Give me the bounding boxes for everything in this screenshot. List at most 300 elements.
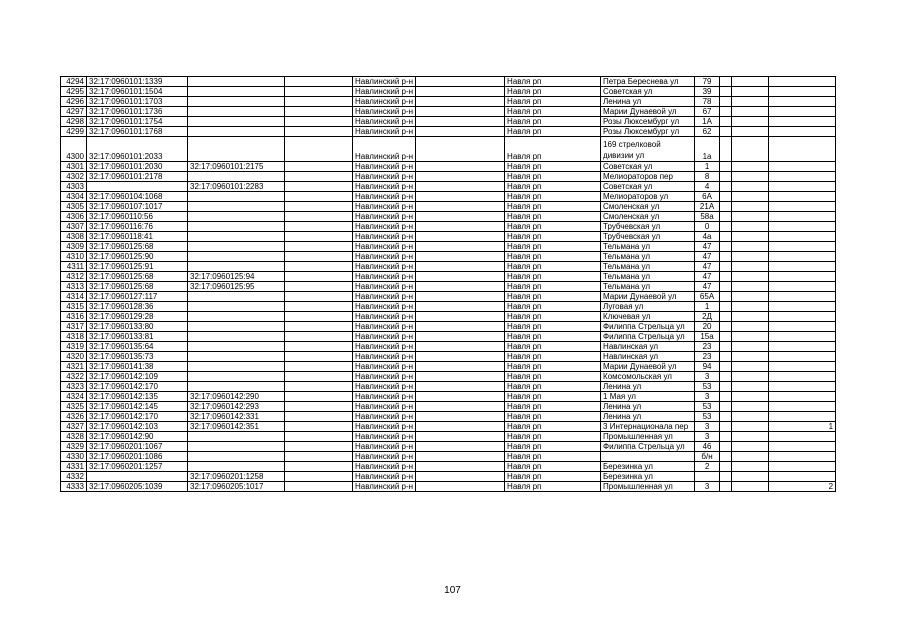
table-cell: [720, 262, 732, 272]
table-row: [61, 322, 836, 332]
table-cell: [720, 117, 732, 127]
table-cell: 32:17:0960125:68: [87, 242, 188, 252]
table-cell: [720, 137, 732, 162]
table-cell: [732, 162, 769, 172]
table-cell: 4330: [61, 452, 87, 462]
table-cell: 32:17:0960205:1039: [87, 482, 188, 492]
table-cell: [416, 422, 505, 432]
table-cell: Навлинский р-н: [353, 312, 416, 322]
table-cell: 4а: [695, 232, 720, 242]
table-row: [61, 412, 836, 422]
table-cell: [769, 342, 836, 352]
table-cell: 4328: [61, 432, 87, 442]
table-cell: [416, 472, 505, 482]
table-cell: [720, 352, 732, 362]
table-cell: [732, 392, 769, 402]
table-cell: [720, 372, 732, 382]
table-cell: Ленина ул: [601, 412, 695, 422]
table-cell: 32:17:0960142:135: [87, 392, 188, 402]
table-cell: [732, 77, 769, 87]
table-cell: Навлинский р-н: [353, 182, 416, 192]
table-cell: Мелиораторов пер: [601, 172, 695, 182]
table-cell: 32:17:0960142:170: [87, 382, 188, 392]
table-cell: [285, 137, 353, 162]
table-cell: [285, 312, 353, 322]
table-cell: [720, 302, 732, 312]
table-row: [61, 352, 836, 362]
table-cell: [188, 302, 285, 312]
table-cell: 32:17:0960101:1768: [87, 127, 188, 137]
table-cell: [188, 462, 285, 472]
table-row: [61, 162, 836, 172]
table-cell: 53: [695, 412, 720, 422]
table-cell: [416, 352, 505, 362]
table-cell: Навлинский р-н: [353, 162, 416, 172]
table-cell: [732, 382, 769, 392]
table-cell: [416, 77, 505, 87]
table-cell: [188, 342, 285, 352]
table-cell: Навлинский р-н: [353, 212, 416, 222]
table-cell: [188, 212, 285, 222]
table-cell: Тельмана ул: [601, 272, 695, 282]
table-cell: Навлинский р-н: [353, 97, 416, 107]
table-cell: [416, 252, 505, 262]
table-cell: 21А: [695, 202, 720, 212]
table-cell: Навлинский р-н: [353, 442, 416, 452]
table-cell: 32:17:0960125:95: [188, 282, 285, 292]
table-cell: [285, 182, 353, 192]
table-cell: б/н: [695, 452, 720, 462]
table-cell: 4303: [61, 182, 87, 192]
table-cell: [769, 462, 836, 472]
table-cell: 6А: [695, 192, 720, 202]
table-cell: 4329: [61, 442, 87, 452]
table-row: [61, 202, 836, 212]
table-cell: 4295: [61, 87, 87, 97]
table-cell: Навля рп: [505, 412, 601, 422]
table-cell: Навлинский р-н: [353, 392, 416, 402]
table-cell: 47: [695, 252, 720, 262]
table-cell: 32:17:0960101:2283: [188, 182, 285, 192]
table-cell: [285, 262, 353, 272]
table-cell: 32:17:0960201:1258: [188, 472, 285, 482]
table-cell: [732, 97, 769, 107]
page-number: 107: [444, 585, 461, 596]
table-cell: [732, 432, 769, 442]
table-cell: [732, 272, 769, 282]
table-cell: [188, 222, 285, 232]
table-row: [61, 372, 836, 382]
table-cell: Навлинский р-н: [353, 482, 416, 492]
table-row: [61, 442, 836, 452]
table-cell: [769, 452, 836, 462]
table-cell: Навля рп: [505, 362, 601, 372]
table-cell: Навлинский р-н: [353, 332, 416, 342]
table-cell: 47: [695, 262, 720, 272]
table-cell: [416, 382, 505, 392]
table-cell: [188, 192, 285, 202]
table-cell: [732, 222, 769, 232]
table-cell: [720, 127, 732, 137]
table-cell: [188, 352, 285, 362]
table-cell: 1: [769, 422, 836, 432]
table-cell: [720, 382, 732, 392]
table-cell: 47: [695, 282, 720, 292]
table-cell: [720, 482, 732, 492]
table-cell: 32:17:0960101:1736: [87, 107, 188, 117]
table-cell: [732, 262, 769, 272]
table-cell: 4308: [61, 232, 87, 242]
table-cell: Тельмана ул: [601, 242, 695, 252]
table-cell: [416, 242, 505, 252]
table-cell: 32:17:0960129:28: [87, 312, 188, 322]
table-cell: Навля рп: [505, 127, 601, 137]
table-cell: 3 Интернационала пер: [601, 422, 695, 432]
table-cell: [769, 182, 836, 192]
table-cell: [188, 202, 285, 212]
table-cell: Навля рп: [505, 392, 601, 402]
table-cell: Навля рп: [505, 342, 601, 352]
table-cell: [285, 212, 353, 222]
table-cell: [416, 182, 505, 192]
table-row: [61, 97, 836, 107]
table-cell: 94: [695, 362, 720, 372]
table-cell: Навлинский р-н: [353, 382, 416, 392]
table-cell: [769, 222, 836, 232]
table-cell: [188, 372, 285, 382]
table-cell: [285, 472, 353, 482]
table-cell: [720, 332, 732, 342]
table-cell: [769, 212, 836, 222]
table-cell: [720, 97, 732, 107]
table-cell: [285, 452, 353, 462]
table-cell: [732, 442, 769, 452]
table-cell: [732, 312, 769, 322]
table-row: [61, 127, 836, 137]
table-cell: [416, 172, 505, 182]
table-cell: Комсомольская ул: [601, 372, 695, 382]
table-cell: 32:17:0960201:1257: [87, 462, 188, 472]
table-cell: 4305: [61, 202, 87, 212]
table-cell: 4299: [61, 127, 87, 137]
table-cell: [720, 192, 732, 202]
table-cell: Навля рп: [505, 432, 601, 442]
table-cell: Навля рп: [505, 137, 601, 162]
table-cell: Навлинский р-н: [353, 172, 416, 182]
table-cell: [732, 362, 769, 372]
table-cell: [769, 272, 836, 282]
table-cell: 15а: [695, 332, 720, 342]
table-cell: [285, 362, 353, 372]
table-cell: 78: [695, 97, 720, 107]
table-cell: 32:17:0960125:90: [87, 252, 188, 262]
table-cell: [720, 432, 732, 442]
table-cell: [720, 162, 732, 172]
table-cell: Навля рп: [505, 162, 601, 172]
table-cell: 0: [695, 222, 720, 232]
table-cell: 4324: [61, 392, 87, 402]
table-cell: [732, 242, 769, 252]
table-cell: [285, 402, 353, 412]
table-cell: 32:17:0960107:1017: [87, 202, 188, 212]
table-cell: [188, 262, 285, 272]
table-cell: [732, 462, 769, 472]
table-cell: Ключевая ул: [601, 312, 695, 322]
table-row: [61, 302, 836, 312]
table-cell: 32:17:0960135:73: [87, 352, 188, 362]
table-cell: [188, 312, 285, 322]
table-cell: [720, 442, 732, 452]
table-cell: Ленина ул: [601, 382, 695, 392]
table-cell: Навлинский р-н: [353, 302, 416, 312]
table-cell: [285, 107, 353, 117]
table-cell: 2: [769, 482, 836, 492]
table-cell: Навля рп: [505, 282, 601, 292]
table-cell: [769, 302, 836, 312]
table-cell: 4317: [61, 322, 87, 332]
table-cell: Тельмана ул: [601, 282, 695, 292]
table-cell: 58а: [695, 212, 720, 222]
table-cell: 32:17:0960110:56: [87, 212, 188, 222]
table-cell: 4298: [61, 117, 87, 127]
table-body: [61, 77, 836, 492]
table-cell: [285, 392, 353, 402]
table-cell: [285, 172, 353, 182]
table-cell: Навля рп: [505, 97, 601, 107]
table-cell: Навля рп: [505, 222, 601, 232]
table-cell: 4319: [61, 342, 87, 352]
table-cell: [285, 482, 353, 492]
table-cell: [769, 382, 836, 392]
table-cell: 46: [695, 442, 720, 452]
table-cell: Филиппа Стрельца ул: [601, 442, 695, 452]
table-row: [61, 482, 836, 492]
table-cell: Филиппа Стрельца ул: [601, 332, 695, 342]
table-cell: [188, 452, 285, 462]
table-cell: [188, 87, 285, 97]
table-cell: [720, 462, 732, 472]
table-cell: [769, 282, 836, 292]
table-cell: [769, 392, 836, 402]
table-cell: [416, 262, 505, 272]
table-cell: Навля рп: [505, 252, 601, 262]
table-cell: [188, 232, 285, 242]
table-cell: Навля рп: [505, 87, 601, 97]
table-cell: Промышленная ул: [601, 482, 695, 492]
table-cell: Навля рп: [505, 322, 601, 332]
table-row: [61, 137, 836, 162]
table-cell: 32:17:0960135:64: [87, 342, 188, 352]
table-cell: Навля рп: [505, 262, 601, 272]
table-cell: 4333: [61, 482, 87, 492]
table-cell: [769, 332, 836, 342]
table-cell: 3: [695, 422, 720, 432]
table-cell: [416, 412, 505, 422]
table-cell: [188, 382, 285, 392]
table-cell: [732, 372, 769, 382]
table-cell: 32:17:0960116:76: [87, 222, 188, 232]
table-cell: Навлинский р-н: [353, 372, 416, 382]
table-cell: [416, 117, 505, 127]
table-cell: [285, 117, 353, 127]
table-cell: 4301: [61, 162, 87, 172]
table-cell: [285, 282, 353, 292]
table-cell: [720, 222, 732, 232]
table-cell: Навлинская ул: [601, 342, 695, 352]
table-cell: 4332: [61, 472, 87, 482]
table-cell: [732, 292, 769, 302]
table-cell: [732, 232, 769, 242]
table-cell: [720, 252, 732, 262]
table-cell: [720, 232, 732, 242]
table-cell: [188, 117, 285, 127]
table-cell: 4312: [61, 272, 87, 282]
table-cell: [732, 282, 769, 292]
table-cell: [285, 192, 353, 202]
table-cell: 1А: [695, 117, 720, 127]
table-cell: Навлинский р-н: [353, 402, 416, 412]
table-cell: Навля рп: [505, 172, 601, 182]
table-row: [61, 472, 836, 482]
table-cell: Навлинский р-н: [353, 262, 416, 272]
table-cell: [732, 352, 769, 362]
table-cell: 32:17:0960142:90: [87, 432, 188, 442]
table-cell: Березинка ул: [601, 472, 695, 482]
table-cell: 4: [695, 182, 720, 192]
table-cell: [720, 242, 732, 252]
table-cell: [695, 472, 720, 482]
table-cell: [720, 202, 732, 212]
table-cell: 4297: [61, 107, 87, 117]
table-row: [61, 107, 836, 117]
table-cell: [720, 107, 732, 117]
table-cell: [285, 342, 353, 352]
table-cell: [732, 342, 769, 352]
table-cell: Навля рп: [505, 107, 601, 117]
table-cell: Ленина ул: [601, 402, 695, 412]
table-row: [61, 232, 836, 242]
table-cell: 32:17:0960101:1504: [87, 87, 188, 97]
table-cell: Навля рп: [505, 312, 601, 322]
table-cell: Советская ул: [601, 87, 695, 97]
table-cell: [416, 372, 505, 382]
table-row: [61, 117, 836, 127]
table-cell: Тельмана ул: [601, 252, 695, 262]
table-cell: Навлинский р-н: [353, 452, 416, 462]
table-cell: [769, 202, 836, 212]
table-row: [61, 272, 836, 282]
table-cell: [416, 462, 505, 472]
table-cell: Петра Береснева ул: [601, 77, 695, 87]
table-cell: 4325: [61, 402, 87, 412]
table-cell: [416, 342, 505, 352]
table-cell: 1а: [695, 137, 720, 162]
table-cell: [188, 362, 285, 372]
table-cell: [720, 422, 732, 432]
table-cell: Смоленская ул: [601, 212, 695, 222]
table-cell: [285, 412, 353, 422]
table-cell: [87, 182, 188, 192]
table-cell: 4327: [61, 422, 87, 432]
table-cell: 32:17:0960101:2175: [188, 162, 285, 172]
table-cell: [732, 182, 769, 192]
table-cell: [416, 292, 505, 302]
table-cell: [416, 107, 505, 117]
table-cell: Навля рп: [505, 117, 601, 127]
table-cell: [285, 382, 353, 392]
table-cell: [720, 212, 732, 222]
table-cell: 23: [695, 352, 720, 362]
table-cell: [416, 87, 505, 97]
table-cell: [188, 442, 285, 452]
table-row: [61, 222, 836, 232]
table-cell: [720, 342, 732, 352]
table-cell: [720, 472, 732, 482]
table-cell: Марии Дунаевой ул: [601, 292, 695, 302]
table-cell: [769, 262, 836, 272]
table-cell: Навля рп: [505, 242, 601, 252]
table-cell: 4306: [61, 212, 87, 222]
table-cell: [416, 312, 505, 322]
table-cell: 4323: [61, 382, 87, 392]
table-cell: [416, 202, 505, 212]
table-cell: Навля рп: [505, 482, 601, 492]
table-cell: [416, 282, 505, 292]
table-cell: [285, 332, 353, 342]
table-cell: [769, 292, 836, 302]
table-cell: [285, 252, 353, 262]
table-cell: [285, 77, 353, 87]
table-cell: [769, 322, 836, 332]
table-cell: 53: [695, 402, 720, 412]
table-cell: [720, 392, 732, 402]
table-row: [61, 282, 836, 292]
table-cell: 4304: [61, 192, 87, 202]
table-cell: Навлинский р-н: [353, 432, 416, 442]
table-cell: [769, 107, 836, 117]
table-cell: 3: [695, 482, 720, 492]
table-cell: [732, 87, 769, 97]
table-cell: 4310: [61, 252, 87, 262]
table-cell: Навлинский р-н: [353, 272, 416, 282]
table-cell: 4307: [61, 222, 87, 232]
table-cell: [285, 127, 353, 137]
table-cell: [732, 252, 769, 262]
table-cell: [732, 127, 769, 137]
table-cell: 32:17:0960142:109: [87, 372, 188, 382]
table-cell: [769, 172, 836, 182]
table-cell: [416, 482, 505, 492]
table-cell: Смоленская ул: [601, 202, 695, 212]
table-cell: [769, 127, 836, 137]
table-cell: [769, 432, 836, 442]
table-cell: [769, 192, 836, 202]
table-cell: 32:17:0960133:80: [87, 322, 188, 332]
table-cell: Березинка ул: [601, 462, 695, 472]
table-cell: 32:17:0960142:331: [188, 412, 285, 422]
table-cell: [285, 322, 353, 332]
table-cell: Навля рп: [505, 402, 601, 412]
table-cell: [416, 322, 505, 332]
table-cell: Навлинский р-н: [353, 462, 416, 472]
table-cell: [416, 137, 505, 162]
table-cell: [732, 107, 769, 117]
table-cell: 8: [695, 172, 720, 182]
table-cell: [285, 352, 353, 362]
table-cell: Навлинский р-н: [353, 222, 416, 232]
table-row: [61, 182, 836, 192]
table-cell: Марии Дунаевой ул: [601, 362, 695, 372]
